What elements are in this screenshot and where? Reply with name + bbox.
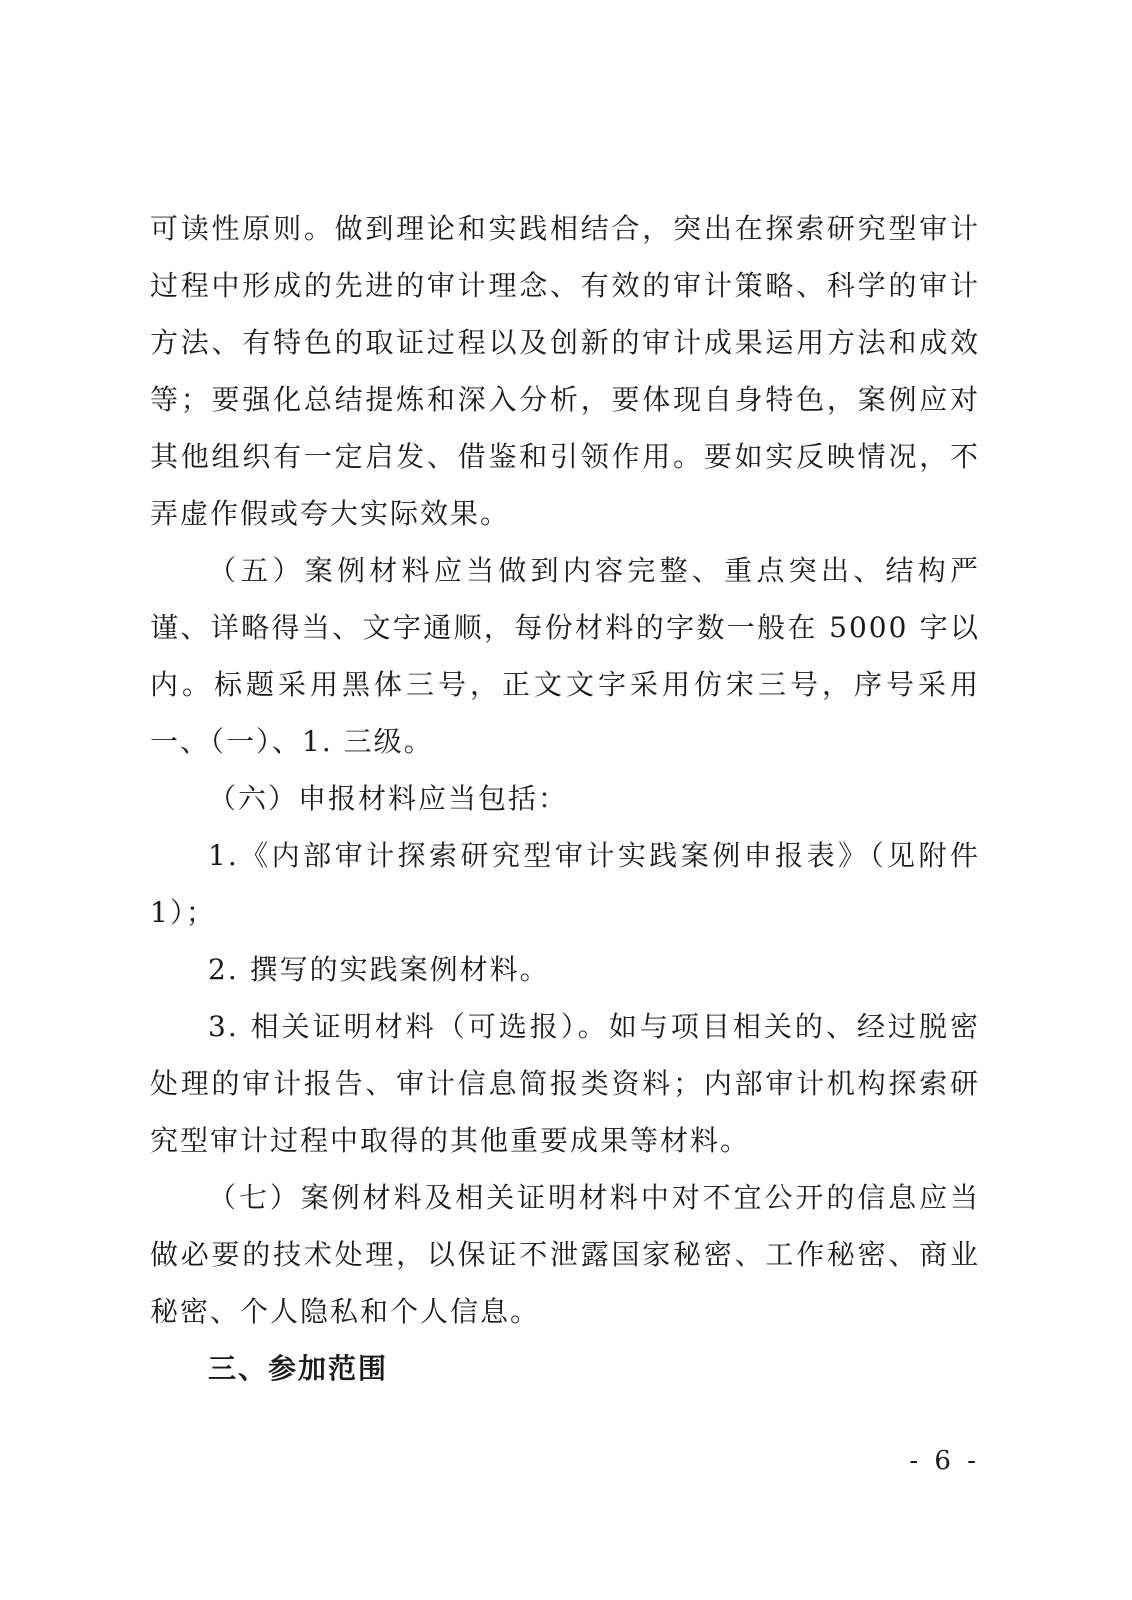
paragraph-item-five: （五）案例材料应当做到内容完整、重点突出、结构严谨、详略得当、文字通顺，每份材料的字数一般在 5000 字以内。标题采用黑体三号，正文文字采用仿宋三号，序号采用一、（一）、1. 三级。 xyxy=(150,554,980,758)
paragraph-item-seven: （七）案例材料及相关证明材料中对不宜公开的信息应当做必要的技术处理，以保证不泄露国家秘密、工作秘密、商业秘密、个人隐私和个人信息。 xyxy=(150,1181,980,1328)
document-body xyxy=(150,200,980,1397)
paragraph-subitem-1: 1.《内部审计探索研究型审计实践案例申报表》（见附件 1）； xyxy=(150,839,980,929)
paragraph-readability-principle: 可读性原则。做到理论和实践相结合，突出在探索研究型审计过程中形成的先进的审计理念、有效的审计策略、科学的审计方法、有特色的取证过程以及创新的审计成果运用方法和成效等；要强化总结提炼和深入分析，要体现自身特色，案例应对其他组织有一定启发、借鉴和引领作用。要如实反映情况，不弄虚作假或夸大实际效果。 xyxy=(150,212,980,530)
paragraph-subitem-2: 2. 撰写的实践案例材料。 xyxy=(208,953,550,986)
page-number: - 6 - xyxy=(909,1446,980,1476)
paragraph-subitem-3: 3. 相关证明材料（可选报）。如与项目相关的、经过脱密处理的审计报告、审计信息简报类资料；内部审计机构探索研究型审计过程中取得的其他重要成果等材料。 xyxy=(150,1010,980,1157)
paragraph-item-six: （六）申报材料应当包括： xyxy=(208,782,569,815)
section-heading: 三、参加范围 xyxy=(208,1352,389,1385)
